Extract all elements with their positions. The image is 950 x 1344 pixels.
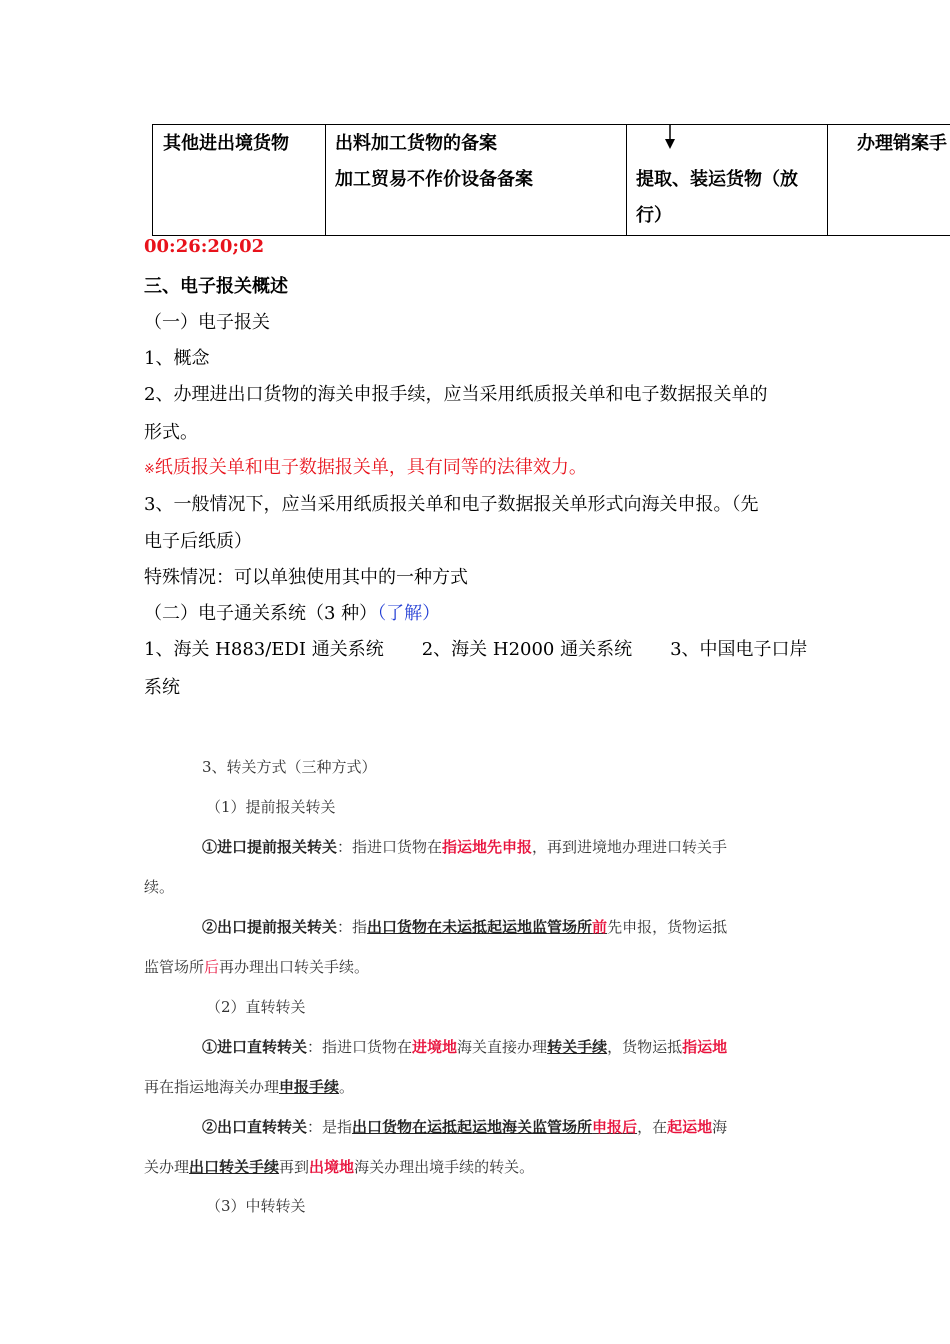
item-1: 1、概念 xyxy=(144,348,210,369)
note-text: 纸质报关单和电子数据报关单，具有同等的法律效力。 xyxy=(154,457,587,478)
method-2a-text1: ：指进口货物在 xyxy=(307,1038,413,1056)
method-2a-underline1: 转关手续 xyxy=(547,1038,608,1056)
method-2b-text6: 海关办理出境手续的转关。 xyxy=(354,1158,535,1176)
method-2a-text3: ，货物运抵 xyxy=(607,1038,683,1056)
hint-text: （了解） xyxy=(377,603,441,624)
item-3-line1: 3、一般情况下，应当采用纸质报关单和电子数据报关单形式向海关申报。（先 xyxy=(144,494,759,515)
method-2b-line2 xyxy=(144,1156,534,1177)
method-1a-text2: ，再到进境地办理进口转关手 xyxy=(532,838,728,856)
filing-line2: 加工贸易不作价设备备案 xyxy=(335,169,533,190)
note-line xyxy=(144,453,587,479)
method-1b-highlight2: 后 xyxy=(204,958,220,976)
method-1b-underline: 出口货物在未运抵起运地监管场所 xyxy=(367,918,593,936)
method-2b-text3: 海 xyxy=(712,1118,728,1136)
table-cell-release xyxy=(626,125,827,235)
method-2a-highlight1: 进境地 xyxy=(412,1038,458,1056)
method-1a-line1 xyxy=(202,836,727,857)
method-1a-line2: 续。 xyxy=(144,878,175,896)
method-1b-line2 xyxy=(144,956,369,977)
special-case: 特殊情况：可以单独使用其中的一种方式 xyxy=(144,567,468,588)
subsection-1: （一）电子报关 xyxy=(144,312,270,333)
method-2b-underline2: 出口转关手续 xyxy=(189,1158,280,1176)
method-2a-line1 xyxy=(202,1036,727,1057)
method-1b-line1 xyxy=(202,916,727,937)
method-2b-text1: ：是指 xyxy=(307,1118,353,1136)
method-1b-text1: ：指 xyxy=(337,918,368,936)
system-list xyxy=(144,635,808,661)
item-2-line1: 2、办理进出口货物的海关申报手续，应当采用纸质报关单和电子数据报关单的 xyxy=(144,384,768,405)
method-1b-label: ②出口提前报关转关 xyxy=(202,918,338,936)
method-2b-highlight1: 申报后 xyxy=(592,1118,638,1136)
method-2b-underline1: 出口货物在运抵起运地海关监管场所 xyxy=(352,1118,593,1136)
system-1: 1、海关 H883/EDI 通关系统 xyxy=(144,639,384,660)
category-text: 其他进出境货物 xyxy=(163,133,289,154)
system-3: 3、中国电子口岸 xyxy=(670,639,808,660)
method-2a-label: ①进口直转转关 xyxy=(202,1038,308,1056)
cancel-text: 办理销案手 xyxy=(857,133,947,154)
release-line1: 提取、装运货物（放 xyxy=(636,169,798,190)
method-2a-text5: 。 xyxy=(339,1078,355,1096)
method-2b-label: ②出口直转转关 xyxy=(202,1118,308,1136)
method-2b-text2: ，在 xyxy=(637,1118,668,1136)
filing-line1: 出料加工货物的备案 xyxy=(335,133,497,154)
timestamp: 00:26:20;02 xyxy=(144,236,265,257)
method-3-title: （3）中转转关 xyxy=(206,1197,306,1215)
subsection-2-text: （二）电子通关系统（3 种） xyxy=(144,603,378,624)
section-title: 三、电子报关概述 xyxy=(144,276,288,297)
method-1b-text4: 再办理出口转关手续。 xyxy=(219,958,370,976)
release-line2: 行） xyxy=(636,205,672,226)
system-2: 2、海关 H2000 通关系统 xyxy=(421,639,633,660)
method-2a-line2 xyxy=(144,1076,354,1097)
method-1b-highlight1: 前 xyxy=(592,918,608,936)
subsection-2 xyxy=(144,599,440,625)
method-1b-text2: 先申报，货物运抵 xyxy=(607,918,728,936)
method-2b-text4: 关办理 xyxy=(144,1158,190,1176)
note-mark-icon: ※ xyxy=(144,462,155,477)
method-1a-text1: ：指进口货物在 xyxy=(337,838,443,856)
method-2a-underline2: 申报手续 xyxy=(279,1078,340,1096)
item-3-line2: 电子后纸质） xyxy=(144,531,252,552)
transfer-title: 3、转关方式（三种方式） xyxy=(202,758,377,776)
method-2-title: （2）直转转关 xyxy=(206,998,306,1016)
system-list-cont: 系统 xyxy=(144,677,180,698)
method-2a-text4: 再在指运地海关办理 xyxy=(144,1078,280,1096)
method-2b-line1 xyxy=(202,1116,727,1137)
table-cell-cancel xyxy=(827,125,950,235)
method-1b-text3: 监管场所 xyxy=(144,958,205,976)
method-2b-highlight2: 起运地 xyxy=(667,1118,713,1136)
method-2b-highlight3: 出境地 xyxy=(309,1158,355,1176)
method-2a-highlight2: 指运地 xyxy=(682,1038,728,1056)
item-2-line2: 形式。 xyxy=(144,422,198,443)
down-arrow-icon xyxy=(663,125,677,151)
method-2b-text5: 再到 xyxy=(279,1158,310,1176)
table-cell-filing xyxy=(325,125,626,235)
method-1a-label: ①进口提前报关转关 xyxy=(202,838,338,856)
method-1-title: （1）提前报关转关 xyxy=(206,798,336,816)
method-2a-text2: 海关直接办理 xyxy=(457,1038,548,1056)
method-1a-highlight: 指运地先申报 xyxy=(442,838,533,856)
table-cell-category xyxy=(152,125,325,235)
procedure-table xyxy=(152,124,950,236)
